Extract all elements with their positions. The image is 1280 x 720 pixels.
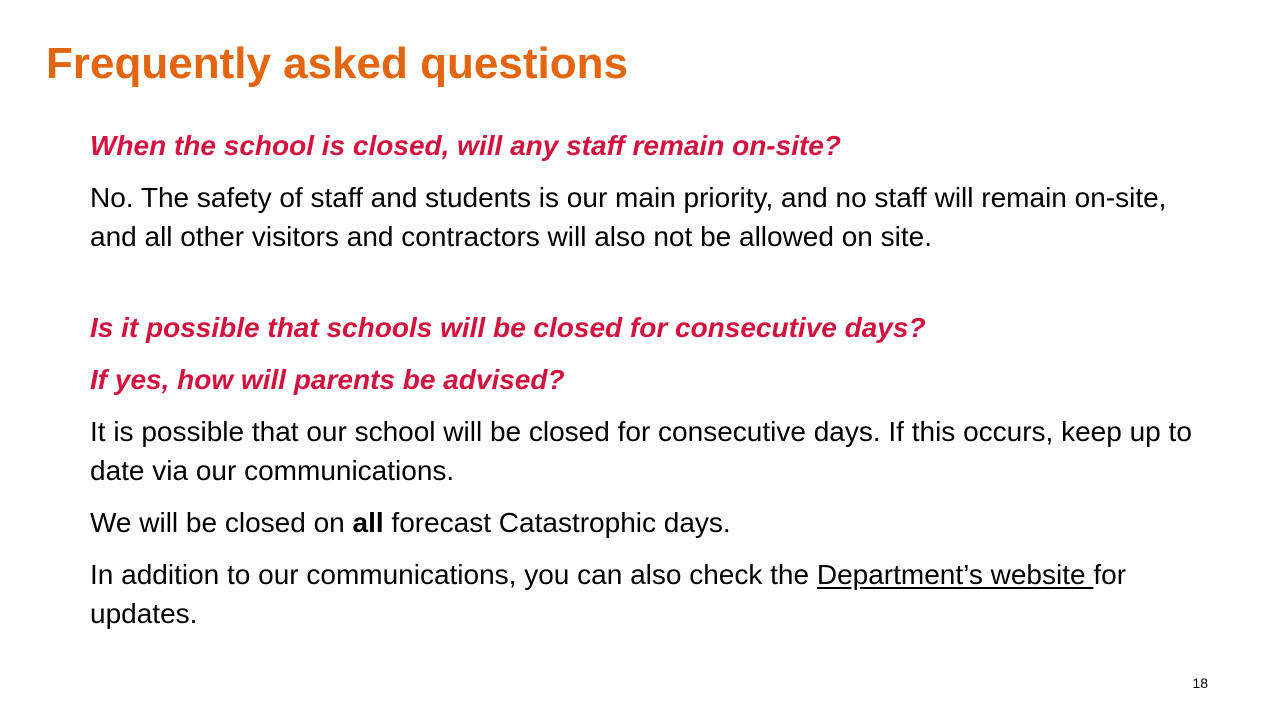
faq-question-staff-on-site: When the school is closed, will any staff remain on-site? (90, 130, 841, 161)
slide-title: Frequently asked questions (46, 39, 628, 88)
faq-question-consecutive-days: Is it possible that schools will be closed for consecutive days? (90, 312, 926, 343)
faq-answer-consecutive-days: It is possible that our school will be closed for consecutive days. If this occurs, keep up to date via our communications. (90, 416, 1192, 486)
catastrophic-text-before: We will be closed on (90, 507, 353, 538)
department-text-before: In addition to our communications, you can also check the (90, 559, 817, 590)
faq-answer-department-website (90, 555, 1200, 633)
department-text-after: for updates. (90, 559, 1127, 629)
faq-question-parents-advised: If yes, how will parents be advised? (90, 364, 565, 395)
faq-answer-staff-on-site: No. The safety of staff and students is our main priority, and no staff will remain on-site, and all other visitors and contractors will also not be allowed on site. (90, 182, 1167, 252)
faq-content (90, 126, 1200, 633)
department-website-link[interactable]: Department’s website (816, 559, 1094, 590)
catastrophic-text-bold: all (352, 507, 384, 538)
page-number: 18 (1192, 675, 1208, 691)
catastrophic-text-after: forecast Catastrophic days. (383, 507, 731, 538)
faq-answer-catastrophic-days (90, 503, 1200, 542)
